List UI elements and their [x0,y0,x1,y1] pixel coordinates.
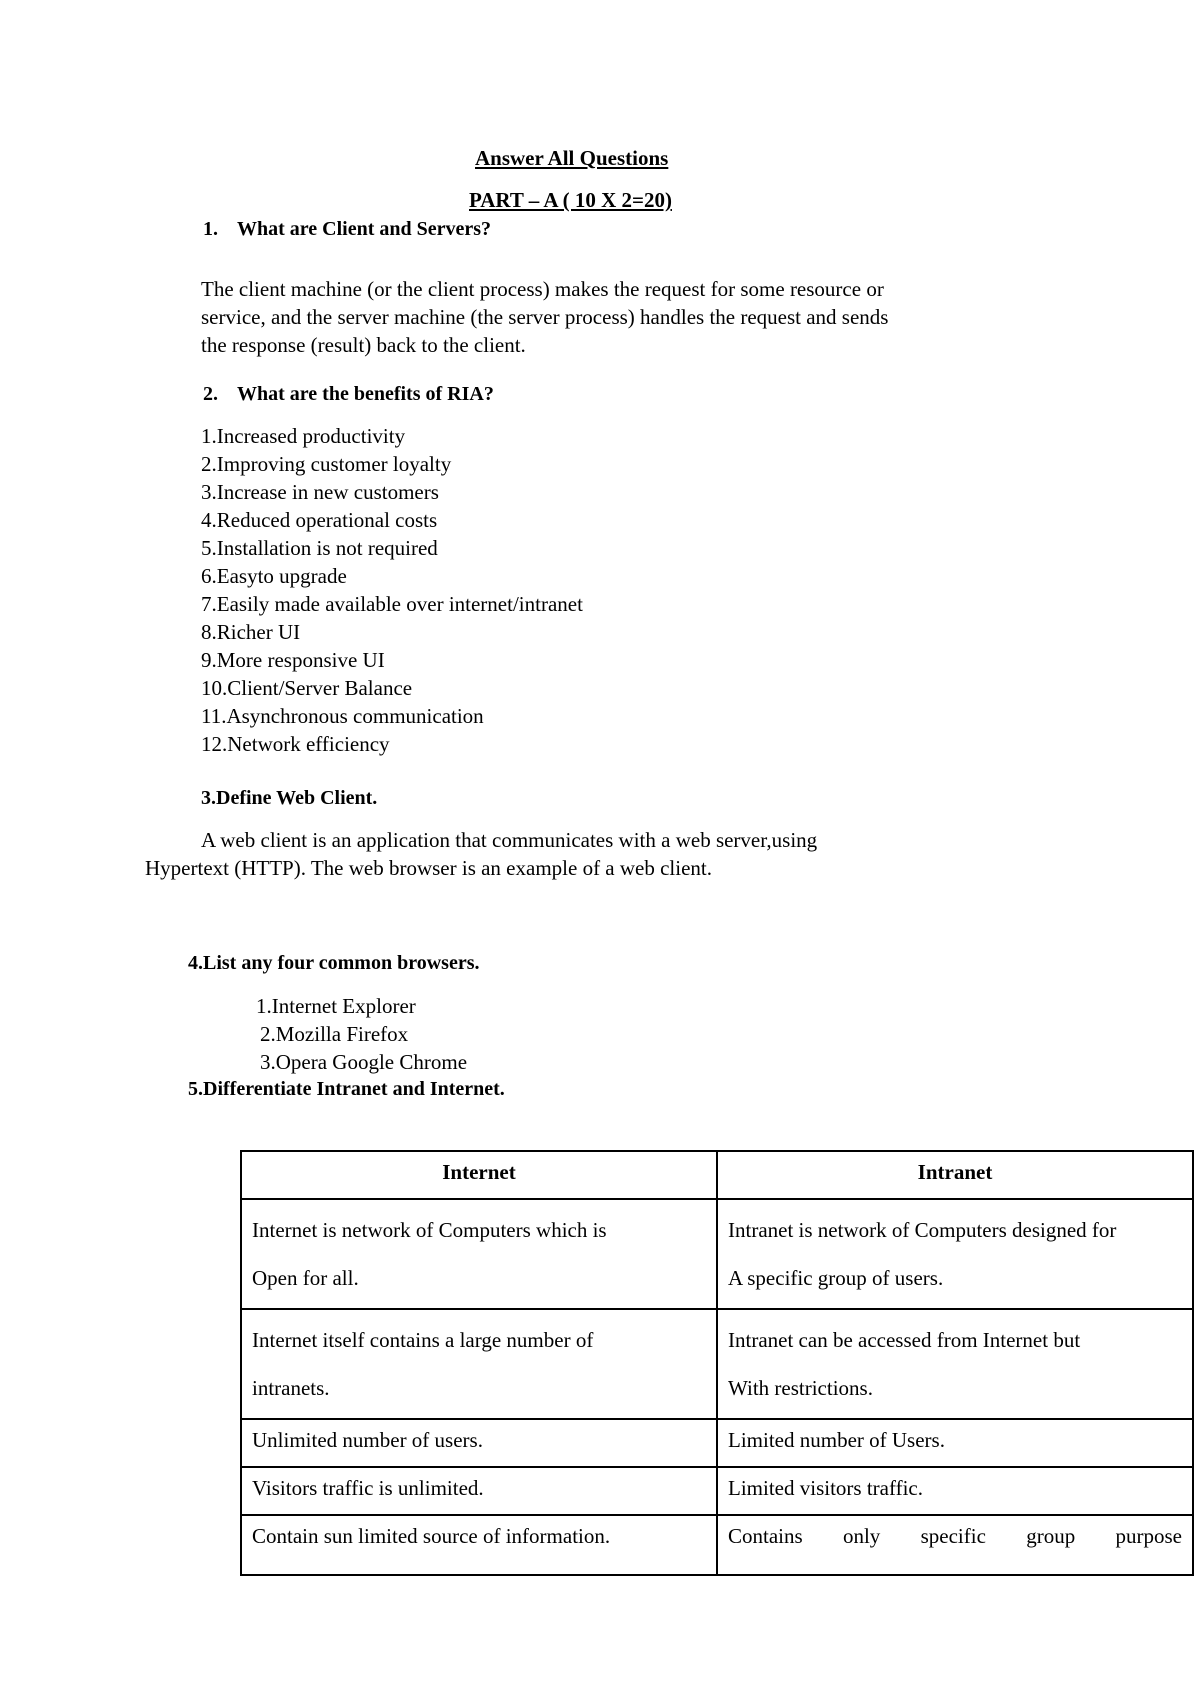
question-2-text: What are the benefits of RIA? [237,383,494,405]
column-header-internet: Internet [241,1151,717,1199]
list-item: 6.Easyto upgrade [201,564,347,588]
table-row [241,1467,1193,1515]
table-row [241,1309,1193,1419]
list-item: 8.Richer UI [201,620,301,644]
browser-list [256,992,467,1076]
list-item: 10.Client/Server Balance [201,676,413,700]
question-1-number: 1. [203,218,218,240]
comparison-table [240,1150,1194,1576]
list-item: 1.Increased productivity [201,424,406,448]
table-cell [241,1309,717,1419]
table-cell [717,1199,1193,1309]
cell-line: Intranet is network of Computers designed for [728,1218,1117,1242]
table-cell: Contain sun limited source of information. [241,1515,717,1575]
ria-benefits-list [201,422,583,758]
table-cell: Limited number of Users. [717,1419,1193,1467]
list-item: 2.Mozilla Firefox [260,1022,409,1046]
answer-1-line: The client machine (or the client process) makes the request for some resource or [201,277,884,301]
cell-line: intranets. [252,1376,330,1400]
answer-1-line: the response (result) back to the client. [201,333,526,357]
part-heading: PART – A ( 10 X 2=20) [469,188,672,212]
answer-1 [201,275,888,359]
question-2-number: 2. [203,383,218,405]
table-cell: Unlimited number of users. [241,1419,717,1467]
list-item: 12.Network efficiency [201,732,390,756]
table-cell: Limited visitors traffic. [717,1467,1193,1515]
table-cell [241,1199,717,1309]
list-item: 5.Installation is not required [201,536,438,560]
list-item: 4.Reduced operational costs [201,508,438,532]
question-1-text: What are Client and Servers? [237,218,492,240]
cell-line: Internet is network of Computers which is [252,1218,607,1242]
table-cell [717,1309,1193,1419]
list-item: 11.Asynchronous communication [201,704,484,728]
table-header-row [241,1151,1193,1199]
list-item: 1.Internet Explorer [256,994,416,1018]
column-header-intranet: Intranet [717,1151,1193,1199]
cell-line: With restrictions. [728,1376,873,1400]
table-row [241,1199,1193,1309]
table-row [241,1515,1193,1575]
question-4-text: 4.List any four common browsers. [188,952,480,974]
cell-line: Open for all. [252,1266,359,1290]
answer-3-line: A web client is an application that communicates with a web server,using [201,828,818,852]
list-item: 3.Increase in new customers [201,480,439,504]
cell-line: A specific group of users. [728,1266,944,1290]
list-item: 7.Easily made available over internet/intranet [201,592,583,616]
question-3-text: 3.Define Web Client. [201,787,378,809]
table-cell: Visitors traffic is unlimited. [241,1467,717,1515]
answer-3-line: Hypertext (HTTP). The web browser is an example of a web client. [145,856,713,880]
answer-1-line: service, and the server machine (the server process) handles the request and sends [201,305,889,329]
page-title: Answer All Questions [475,146,669,170]
list-item: 2.Improving customer loyalty [201,452,452,476]
cell-line: Internet itself contains a large number of [252,1328,594,1352]
table-cell: Contains only specific group purpose [717,1515,1193,1575]
list-item: 3.Opera Google Chrome [260,1050,468,1074]
question-5-text: 5.Differentiate Intranet and Internet. [188,1078,505,1100]
cell-line: Intranet can be accessed from Internet but [728,1328,1081,1352]
list-item: 9.More responsive UI [201,648,385,672]
table-row [241,1419,1193,1467]
